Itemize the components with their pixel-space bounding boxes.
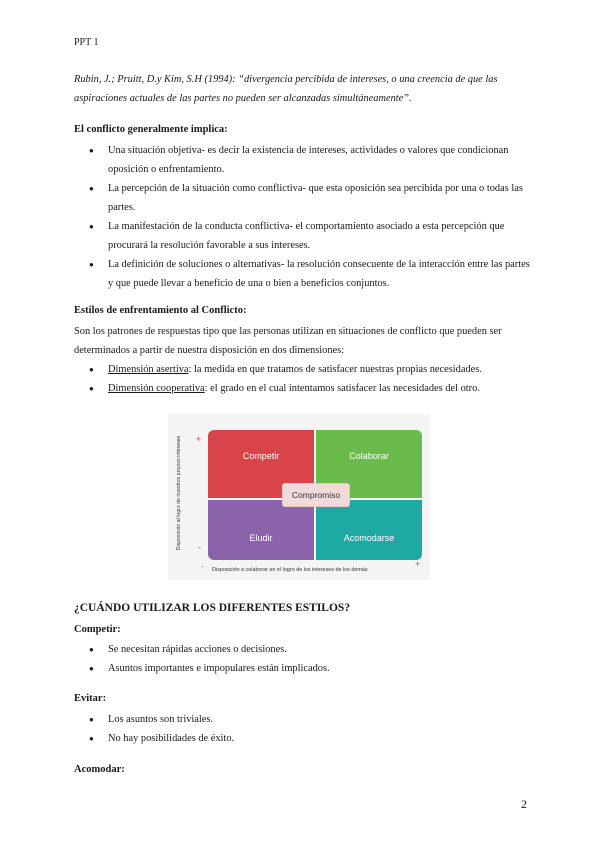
dimension-list — [74, 360, 534, 398]
competir-list — [74, 640, 534, 678]
conflict-styles-diagram — [168, 414, 430, 580]
evitar-heading: Evitar: — [74, 693, 107, 704]
y-axis — [170, 422, 184, 572]
section-heading-conflict: El conflicto generalmente implica: — [74, 124, 228, 135]
list-item: ● La definición de soluciones o alternativas- la resolución consecuente de la interacción entre las partes y que puede llevar a beneficio de una o bien a beneficios conjuntos. — [74, 255, 534, 293]
quadrant-eludir: Eludir — [208, 500, 314, 560]
bullet-icon: ● — [89, 645, 94, 654]
x-axis-label: Disposición a colaborar en el logro de los intereses de los demás — [212, 567, 368, 573]
acomodar-heading: Acomodar: — [74, 764, 125, 775]
section-heading-styles: Estilos de enfrentamiento al Conflicto: — [74, 305, 247, 316]
when-to-use-heading: ¿CUÁNDO UTILIZAR LOS DIFERENTES ESTILOS? — [74, 602, 351, 614]
conflict-list — [74, 141, 534, 293]
bullet-icon: ● — [89, 365, 94, 374]
bullet-icon: ● — [89, 734, 94, 743]
list-item: ● La manifestación de la conducta conflictiva- el comportamiento asociado a esta percepción que procurará la resolución favorable a sus intereses. — [74, 217, 534, 255]
page-header: PPT 1 — [74, 37, 99, 48]
bullet-icon: ● — [89, 184, 94, 193]
list-item: ● Una situación objetiva- es decir la existencia de intereses, actividades o valores que condicionan oposición o enfrentamiento. — [74, 141, 534, 179]
competir-heading: Competir: — [74, 624, 121, 635]
x-axis-minus: - — [201, 562, 204, 571]
bullet-icon: ● — [89, 664, 94, 673]
citation: Rubin, J.; Pruitt, D.y Kim, S.H (1994): “divergencia percibida de intereses, o una creencia de que las aspiraciones actuales de las partes no pueden ser alcanzadas simultáneamente”. — [74, 74, 498, 104]
list-item: ● Se necesitan rápidas acciones o decisiones. — [74, 640, 534, 659]
x-axis-plus: + — [415, 559, 421, 569]
list-item: ● Dimensión asertiva: la medida en que tratamos de satisfacer nuestras propias necesidades. — [74, 360, 534, 379]
page-number: 2 — [521, 797, 527, 811]
list-item: ● No hay posibilidades de éxito. — [74, 729, 534, 748]
list-item: ● Asuntos importantes e impopulares están implicados. — [74, 659, 534, 678]
styles-intro: Son los patrones de respuestas tipo que las personas utilizan en situaciones de conflicto que pueden ser determinados a partir de nuestra disposición en dos dimensiones: — [74, 326, 502, 356]
quadrant-competir: Competir — [208, 430, 314, 498]
bullet-icon: ● — [89, 146, 94, 155]
bullet-icon: ● — [89, 260, 94, 269]
quadrant-colaborar: Colaborar — [316, 430, 422, 498]
bullet-icon: ● — [89, 222, 94, 231]
y-axis-plus: + — [196, 434, 202, 444]
list-item: ● Dimensión cooperativa: el grado en el cual intentamos satisfacer las necesidades del otro. — [74, 379, 534, 398]
list-item: ● Los asuntos son triviales. — [74, 710, 534, 729]
y-axis-minus: - — [198, 542, 201, 552]
quadrant-acomodarse: Acomodarse — [316, 500, 422, 560]
compromiso-box: Compromiso — [282, 483, 350, 507]
evitar-list — [74, 710, 534, 748]
bullet-icon: ● — [89, 715, 94, 724]
y-axis-label: Disposición al logro de nuestros propios intereses — [176, 435, 182, 551]
bullet-icon: ● — [89, 384, 94, 393]
list-item: ● La percepción de la situación como conflictiva- que esta oposición sea percibida por una o todas las partes. — [74, 179, 534, 217]
